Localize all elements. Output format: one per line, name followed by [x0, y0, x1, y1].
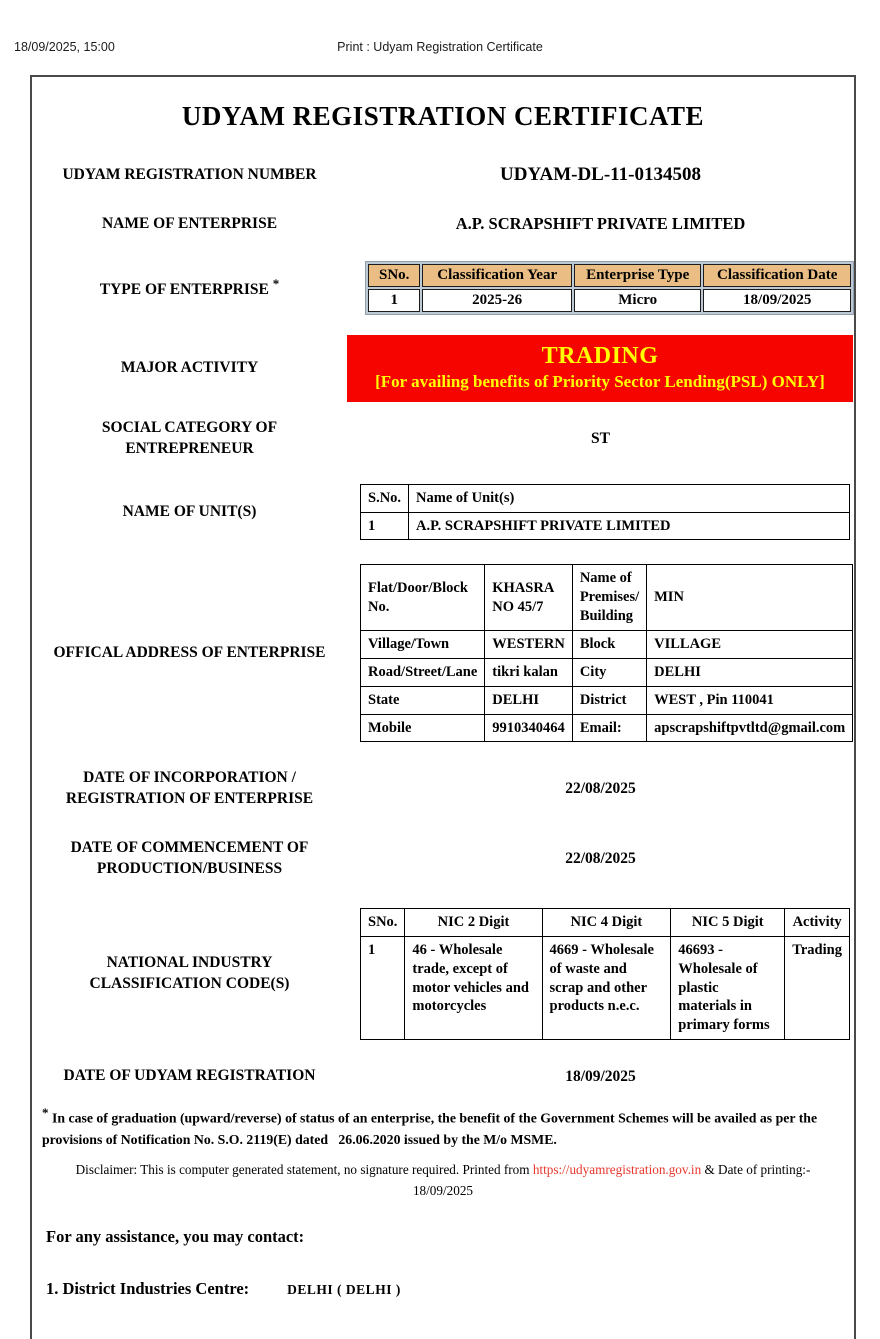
- incorporation-date-value: 22/08/2025: [565, 780, 636, 798]
- registration-number-row: [32, 164, 854, 186]
- address-cell-label: District: [572, 686, 646, 714]
- address-table-row: [361, 714, 853, 742]
- units-table-header-row: [361, 484, 850, 512]
- address-cell-value: apscrapshiftpvtltd@gmail.com: [647, 714, 853, 742]
- nic-cell-5digit: 46693 - Wholesale of plastic materials in primary forms: [671, 936, 785, 1039]
- district-industries-centre-item: [46, 1279, 854, 1299]
- major-activity-note: [For availing benefits of Priority Sector Lending(PSL) ONLY]: [375, 371, 825, 391]
- address-cell-value: MIN: [647, 565, 853, 631]
- address-label: OFFICAL ADDRESS OF ENTERPRISE: [53, 643, 326, 661]
- nic-header-4digit: NIC 4 Digit: [542, 909, 671, 937]
- major-activity-row: [32, 335, 854, 402]
- type-of-enterprise-value: [347, 261, 854, 315]
- udyam-date-label: DATE OF UDYAM REGISTRATION: [63, 1067, 316, 1085]
- print-datetime: 18/09/2025, 15:00: [14, 40, 115, 54]
- type-table-header-sno: SNo.: [368, 264, 420, 287]
- address-cell-label: State: [361, 686, 485, 714]
- address-cell-label: Village/Town: [361, 630, 485, 658]
- browser-print-header: [0, 0, 880, 75]
- major-activity-value: TRADING: [541, 342, 659, 369]
- nic-header-2digit: NIC 2 Digit: [405, 909, 542, 937]
- registration-number-value: UDYAM-DL-11-0134508: [500, 164, 701, 185]
- units-table: [360, 484, 850, 541]
- units-row: [32, 484, 854, 541]
- disclaimer: [54, 1160, 832, 1201]
- units-table-header-name: Name of Unit(s): [409, 484, 850, 512]
- district-industries-centre-label: 1. District Industries Centre:: [46, 1279, 250, 1299]
- commencement-date-value: 22/08/2025: [565, 850, 636, 868]
- address-cell-value: 9910340464: [485, 714, 573, 742]
- address-cell-value: KHASRA NO 45/7: [485, 565, 573, 631]
- disclaimer-prefix: Disclaimer: This is computer generated statement, no signature required. Printed from: [75, 1162, 533, 1178]
- address-table: [360, 564, 853, 742]
- type-table-cell-enterprise-type: Micro: [574, 289, 702, 312]
- units-table-row: [361, 512, 850, 540]
- address-row: [32, 564, 854, 742]
- udyam-date-value: 18/09/2025: [565, 1067, 636, 1085]
- type-table-row: [368, 289, 851, 312]
- address-cell-label: Road/Street/Lane: [361, 658, 485, 686]
- nic-cell-activity: Trading: [785, 936, 850, 1039]
- commencement-date-label: DATE OF COMMENCEMENT OF PRODUCTION/BUSINESS: [70, 839, 309, 878]
- type-table-cell-sno: 1: [368, 289, 420, 312]
- print-page-title: Print : Udyam Registration Certificate: [337, 40, 543, 54]
- footnote-marker: *: [42, 1105, 49, 1121]
- district-industries-centre-value: DELHI ( DELHI ): [287, 1282, 401, 1298]
- nic-label: NATIONAL INDUSTRY CLASSIFICATION CODE(S): [89, 954, 290, 993]
- nic-table: [360, 908, 850, 1040]
- type-table-cell-year: 2025-26: [422, 289, 571, 312]
- address-cell-label: Flat/Door/Block No.: [361, 565, 485, 631]
- address-cell-value: tikri kalan: [485, 658, 573, 686]
- major-activity-label: MAJOR ACTIVITY: [120, 358, 259, 376]
- nic-table-header-row: [361, 909, 850, 937]
- udyam-date-row: [32, 1066, 854, 1087]
- graduation-footnote: [42, 1103, 840, 1150]
- assistance-heading: For any assistance, you may contact:: [46, 1227, 305, 1247]
- address-cell-label: Name of Premises/ Building: [572, 565, 646, 631]
- registration-number-label: UDYAM REGISTRATION NUMBER: [62, 165, 317, 183]
- type-of-enterprise-label-text: TYPE OF ENTERPRISE: [99, 281, 269, 299]
- address-cell-value: WESTERN: [485, 630, 573, 658]
- type-table-header-classification-date: Classification Date: [703, 264, 851, 287]
- address-table-row: [361, 565, 853, 631]
- social-category-row: [32, 418, 854, 460]
- major-activity-value-area: [347, 335, 854, 402]
- units-label: NAME OF UNIT(S): [122, 502, 257, 520]
- nic-header-5digit: NIC 5 Digit: [671, 909, 785, 937]
- printing-date: 18/09/2025: [412, 1182, 474, 1198]
- address-cell-label: Email:: [572, 714, 646, 742]
- nic-cell-4digit: 4669 - Wholesale of waste and scrap and other products n.e.c.: [542, 936, 671, 1039]
- type-table-header-enterprise-type: Enterprise Type: [574, 264, 702, 287]
- social-category-value: ST: [591, 429, 610, 447]
- address-table-row: [361, 630, 853, 658]
- units-value-area: [347, 484, 854, 541]
- social-category-label: SOCIAL CATEGORY OF ENTREPRENEUR: [101, 418, 278, 457]
- address-value-area: [347, 564, 854, 742]
- enterprise-name-row: [32, 214, 854, 235]
- address-cell-value: WEST , Pin 110041: [647, 686, 853, 714]
- address-cell-value: DELHI: [485, 686, 573, 714]
- units-table-cell-name: A.P. SCRAPSHIFT PRIVATE LIMITED: [409, 512, 850, 540]
- certificate-title: UDYAM REGISTRATION CERTIFICATE: [181, 101, 705, 131]
- nic-cell-2digit: 46 - Wholesale trade, except of motor vehicles and motorcycles: [405, 936, 542, 1039]
- certificate-page: [30, 75, 856, 1339]
- nic-header-activity: Activity: [785, 909, 850, 937]
- type-of-enterprise-table: [365, 261, 854, 315]
- units-table-header-sno: S.No.: [361, 484, 409, 512]
- nic-header-sno: SNo.: [361, 909, 405, 937]
- udyam-registration-link[interactable]: https://udyamregistration.gov.in: [532, 1162, 702, 1178]
- type-table-header-year: Classification Year: [422, 264, 571, 287]
- type-table-header-row: [368, 264, 851, 287]
- address-cell-value: DELHI: [647, 658, 853, 686]
- type-of-enterprise-row: [32, 261, 854, 315]
- address-table-row: [361, 658, 853, 686]
- nic-value-area: [347, 908, 854, 1040]
- address-cell-label: City: [572, 658, 646, 686]
- type-of-enterprise-label: [32, 275, 347, 301]
- disclaimer-suffix: & Date of printing:-: [701, 1162, 811, 1178]
- nic-row: [32, 908, 854, 1040]
- incorporation-date-row: [32, 768, 854, 810]
- nic-table-row: [361, 936, 850, 1039]
- enterprise-name-label: NAME OF ENTERPRISE: [101, 215, 278, 232]
- nic-cell-sno: 1: [361, 936, 405, 1039]
- commencement-date-row: [32, 838, 854, 880]
- address-table-row: [361, 686, 853, 714]
- address-cell-label: Block: [572, 630, 646, 658]
- address-cell-label: Mobile: [361, 714, 485, 742]
- major-activity-banner: [347, 335, 853, 402]
- type-footnote-marker: *: [272, 275, 280, 291]
- enterprise-name-value: A.P. SCRAPSHIFT PRIVATE LIMITED: [455, 214, 746, 234]
- address-cell-value: VILLAGE: [647, 630, 853, 658]
- incorporation-date-label: DATE OF INCORPORATION / REGISTRATION OF ENTERPRISE: [65, 769, 314, 808]
- footnote-text: In case of graduation (upward/reverse) of status of an enterprise, the benefit of the Government Schemes will be availed as per the provisions of Notification No. S.O. 2119(E) dated 26.06.2020 issued by the M/o MSME.: [42, 1110, 821, 1147]
- units-table-cell-sno: 1: [361, 512, 409, 540]
- type-table-cell-classification-date: 18/09/2025: [703, 289, 851, 312]
